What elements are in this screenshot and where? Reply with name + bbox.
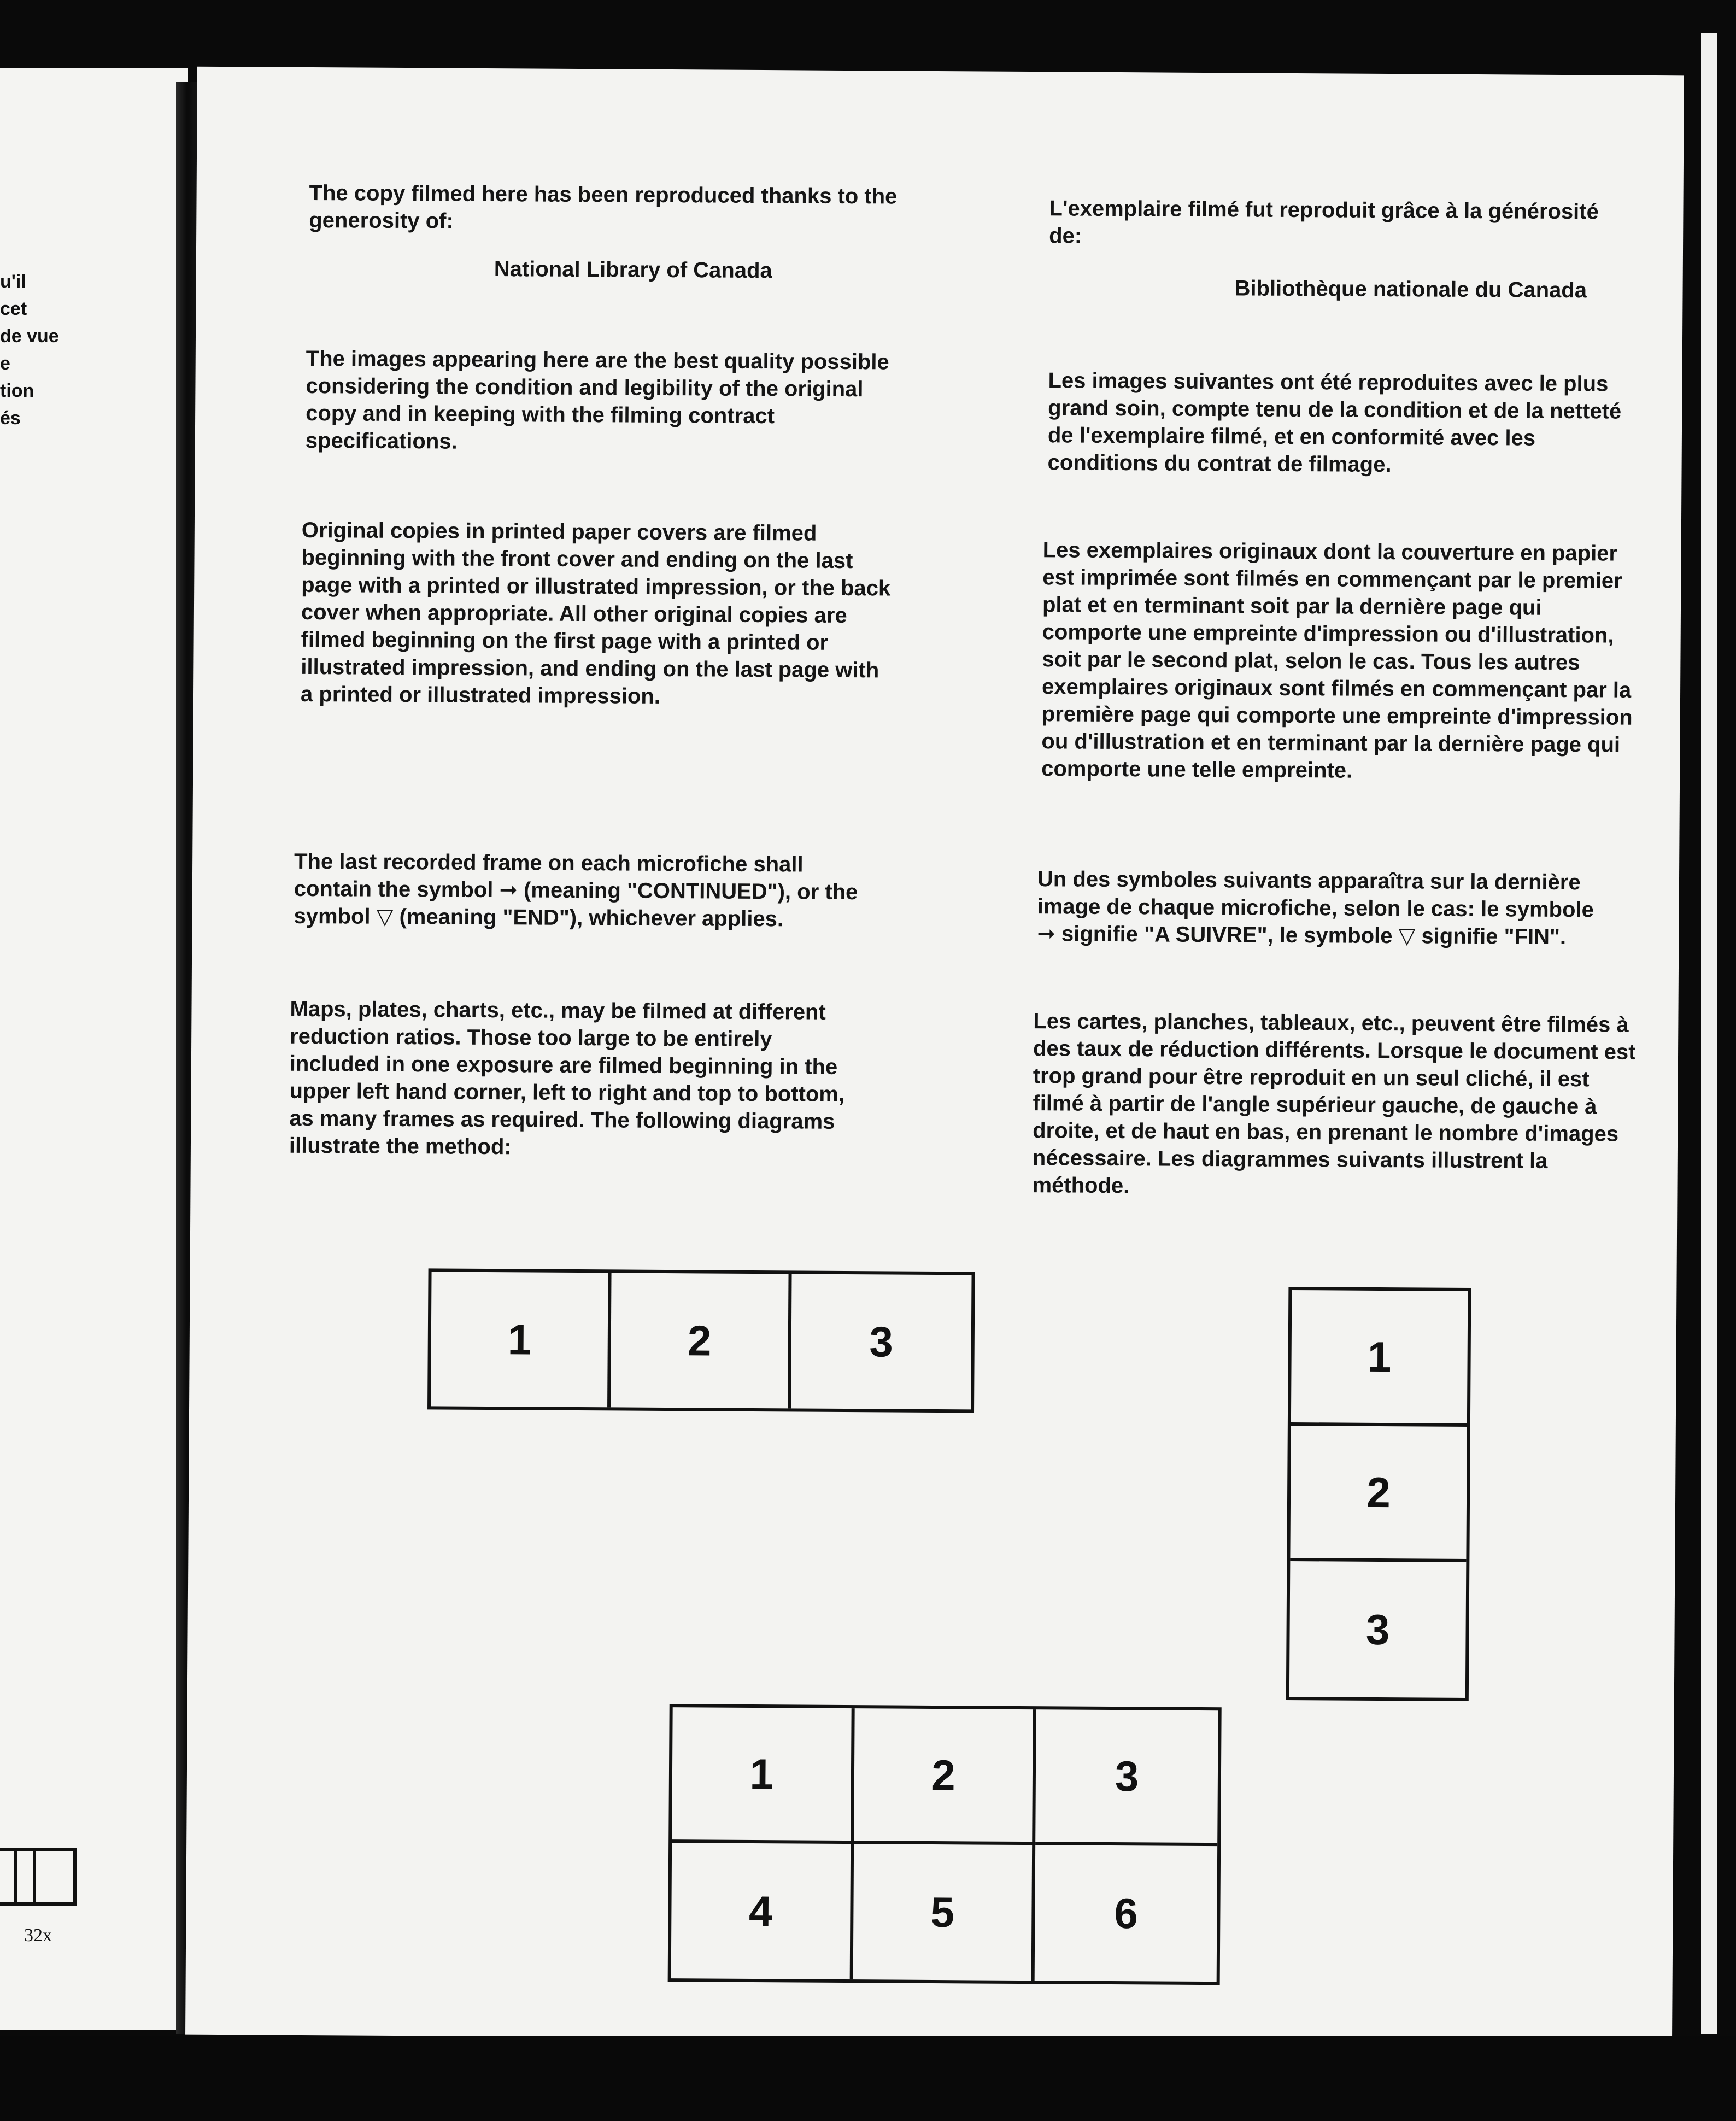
frame-cell: 1: [431, 1272, 612, 1407]
frame-cell: 4: [671, 1843, 854, 1979]
english-institution: National Library of Canada: [494, 257, 772, 283]
english-covers-text: Original copies in printed paper covers are filmed beginning with the front cover and ending on the last page with a printed or illustrated impression, or the back cover when appropriate. All other original copies are filmed beginning on the first page with a printed or illustrated impression, and ending on the last page with a printed or illustrated impression.: [300, 518, 891, 708]
french-symbols: [1037, 865, 1617, 951]
english-intro: The copy filmed here has been reproduced thanks to the generosity of:: [309, 180, 898, 233]
english-symbols-text: The last recorded frame on each microfiche shall contain the symbol ➞ (meaning "CONTINUED"), or the symbol ▽ (meaning "END"), whichever applies.: [294, 849, 858, 931]
french-symbols-text: Un des symboles suivants apparaîtra sur la dernière image de chaque microfiche, selon le cas: le symbole ➞ signifie "A SUIVRE", le symbole ▽ signifie "FIN".: [1037, 867, 1594, 950]
main-page: [185, 67, 1684, 2044]
french-covers: [1041, 536, 1639, 786]
frame-cell: 3: [1365, 1605, 1390, 1654]
frame-cell: 3: [869, 1317, 894, 1366]
horizontal-diagram: [427, 1268, 975, 1413]
left-fragment-line: és: [0, 408, 21, 429]
english-column: [309, 179, 927, 238]
french-quality-text: Les images suivantes ont été reproduites avec le plus grand soin, compte tenu de la condition et de la netteté de l'exemplaire filmé, et en conformité avec les conditions du contrat de filmage.: [1047, 368, 1622, 477]
left-diagram-cell: [14, 1851, 17, 1902]
french-covers-text: Les exemplaires originaux dont la couverture en papier est imprimée sont filmés en commençant par le premier plat et en terminant soit par la dernière page qui comporte une empreinte d'impression ou d'illustration, soit par le second plat, selon le cas. Tous les autres exemplaires originaux sont filmés en commençant par la première page qui comporte une empreinte d'impression ou d'illustration et en terminant par la dernière page qui comporte une telle empreinte.: [1041, 538, 1633, 783]
left-text-fragment: [0, 268, 59, 432]
frame-cell: 1: [1291, 1290, 1468, 1427]
left-fragment-line: e: [0, 353, 10, 374]
grid-diagram: [668, 1704, 1222, 1985]
english-maps-text: Maps, plates, charts, etc., may be filmed at different reduction ratios. Those too large to be entirely included in one exposure are filmed beginning in the upper left hand corner, left to right and top to bottom, as many frames as required. The following diagrams illustrate the method:: [289, 997, 845, 1159]
scan-background-bottom: [0, 2036, 1736, 2121]
english-symbols: [294, 848, 873, 933]
frame-cell: 2: [611, 1273, 791, 1408]
frame-cell: 1: [672, 1707, 854, 1844]
french-institution: Bibliothèque nationale du Canada: [1234, 276, 1587, 303]
left-diagram-cell: [33, 1851, 36, 1902]
vertical-diagram: [1286, 1287, 1471, 1701]
right-page-edge: [1701, 33, 1717, 2034]
left-fragment-line: u'il: [0, 271, 26, 292]
english-maps: [289, 995, 859, 1163]
left-fragment-line: de vue: [0, 326, 59, 347]
left-fragment-line: tion: [0, 380, 34, 401]
frame-cell: 6: [1114, 1889, 1139, 1937]
french-maps-text: Les cartes, planches, tableaux, etc., peuvent être filmés à des taux de réduction différents. Lorsque le document est trop grand pour être reproduit en un seul cliché, il est filmé à partir de l'angle supérieur gauche, de gauche à droite, et de haut en bas, en prenant le nombre d'images nécessaire. Les diagrammes suivants illustrent la méthode.: [1032, 1009, 1636, 1198]
reduction-ratio-label: 32x: [24, 1925, 52, 1946]
frame-cell: 2: [1290, 1426, 1467, 1562]
frame-cell: 3: [1036, 1709, 1218, 1846]
frame-cell: 2: [854, 1708, 1036, 1845]
french-quality: [1047, 367, 1633, 480]
english-quality: [306, 345, 891, 458]
frame-cell: 5: [853, 1844, 1035, 1981]
english-quality-text: The images appearing here are the best quality possible considering the condition and legibility of the original copy and in keeping with the filming contract specifications.: [305, 346, 889, 454]
french-intro: L'exemplaire filmé fut reproduit grâce à la générosité de:: [1049, 196, 1599, 248]
french-maps: [1032, 1007, 1640, 1203]
english-covers: [301, 517, 898, 712]
left-fragment-diagram: [0, 1848, 77, 1906]
left-fragment-line: cet: [0, 298, 27, 319]
french-column: [1049, 195, 1629, 253]
